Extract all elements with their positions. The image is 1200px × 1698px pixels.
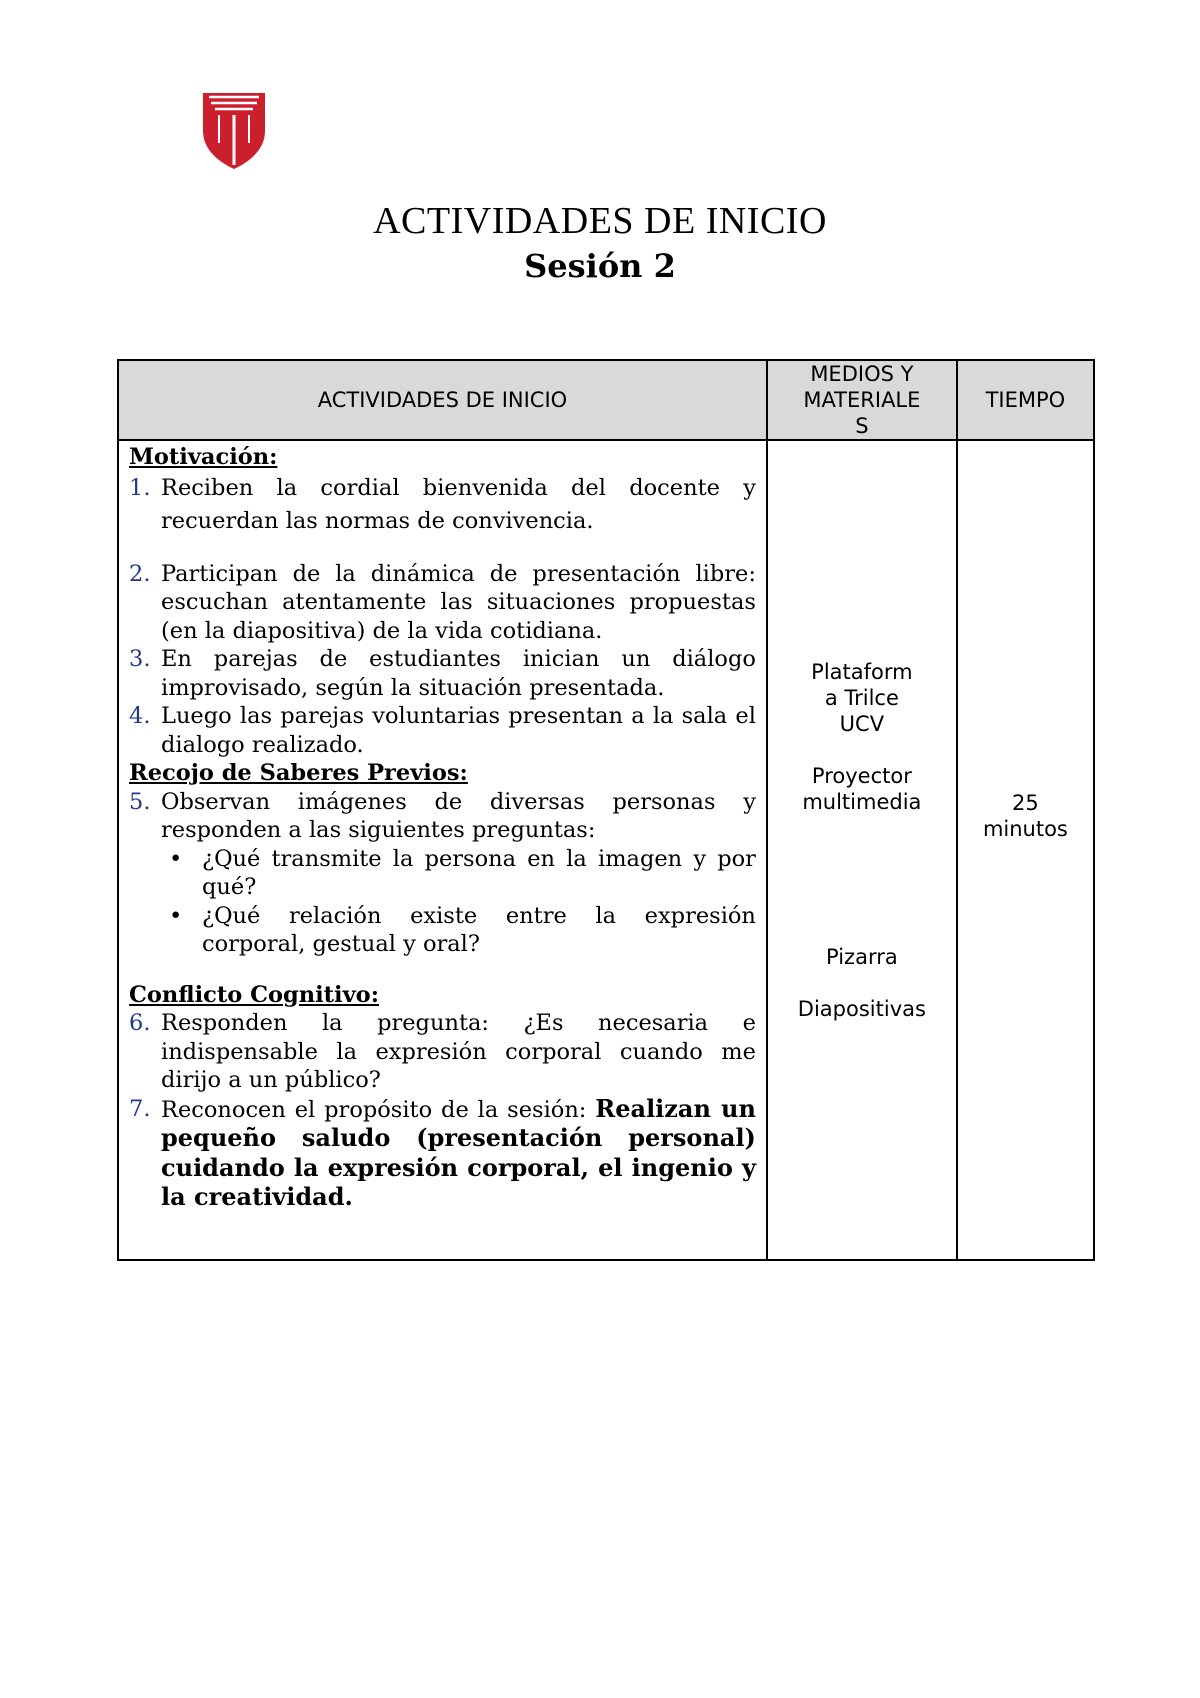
col-header-medios: MEDIOS Y MATERIALE S [767,360,957,440]
tiempo-value: 25 [1012,791,1039,815]
list-item: 1. Reciben la cordial bienvenida del docente y recuerdan las normas de convivencia. [129,474,756,534]
medio-diapositivas: Diapositivas [797,997,926,1021]
bullet-item: • ¿Qué relación existe entre la expresión corporal, gestual y oral? [169,902,756,957]
tiempo-unit: minutos [982,817,1068,841]
list-item: 7. Reconocen el propósito de la sesión: Realizan un pequeño saludo (presentación personal) cuidando la expresión corporal, el ingenio y la creatividad. [129,1093,756,1211]
activities-table [117,359,1095,1261]
list-item: 5. Observan imágenes de diversas personas y responden a las siguientes preguntas: [129,788,756,843]
medio-pizarra: Pizarra [826,945,898,969]
list-item: 6. Responden la pregunta: ¿Es necesaria e indispensable la expresión corporal cuando me dirijo a un público? [129,1010,756,1093]
document-title: ACTIVIDADES DE INICIO [373,200,827,242]
bullet-item: • ¿Qué transmite la persona en la imagen y por qué? [169,845,756,900]
actividades-cell [118,440,767,1260]
section-saberes: Recojo de Saberes Previos: [129,760,468,786]
section-motivacion: Motivación: [129,444,278,470]
col-header-actividades: ACTIVIDADES DE INICIO [118,360,767,440]
medio-plataforma: Plataform a Trilce UCV [811,660,913,736]
medios-cell [767,440,957,1260]
section-conflicto: Conflicto Cognitivo: [129,981,379,1008]
list-item: 4. Luego las parejas voluntarias presentan a la sala el dialogo realizado. [129,703,756,758]
tiempo-cell [957,440,1094,1260]
list-item: 2. Participan de la dinámica de presentación libre: escuchan atentamente las situaciones propuestas (en la diapositiva) de la vida cotidiana. [129,560,756,644]
list-item: 3. En parejas de estudiantes inician un diálogo improvisado, según la situación presentada. [129,646,756,701]
ucv-logo [203,93,265,169]
medio-proyector: Proyector multimedia [802,764,922,814]
session-subtitle: Sesión 2 [524,247,676,285]
col-header-tiempo: TIEMPO [957,360,1094,440]
